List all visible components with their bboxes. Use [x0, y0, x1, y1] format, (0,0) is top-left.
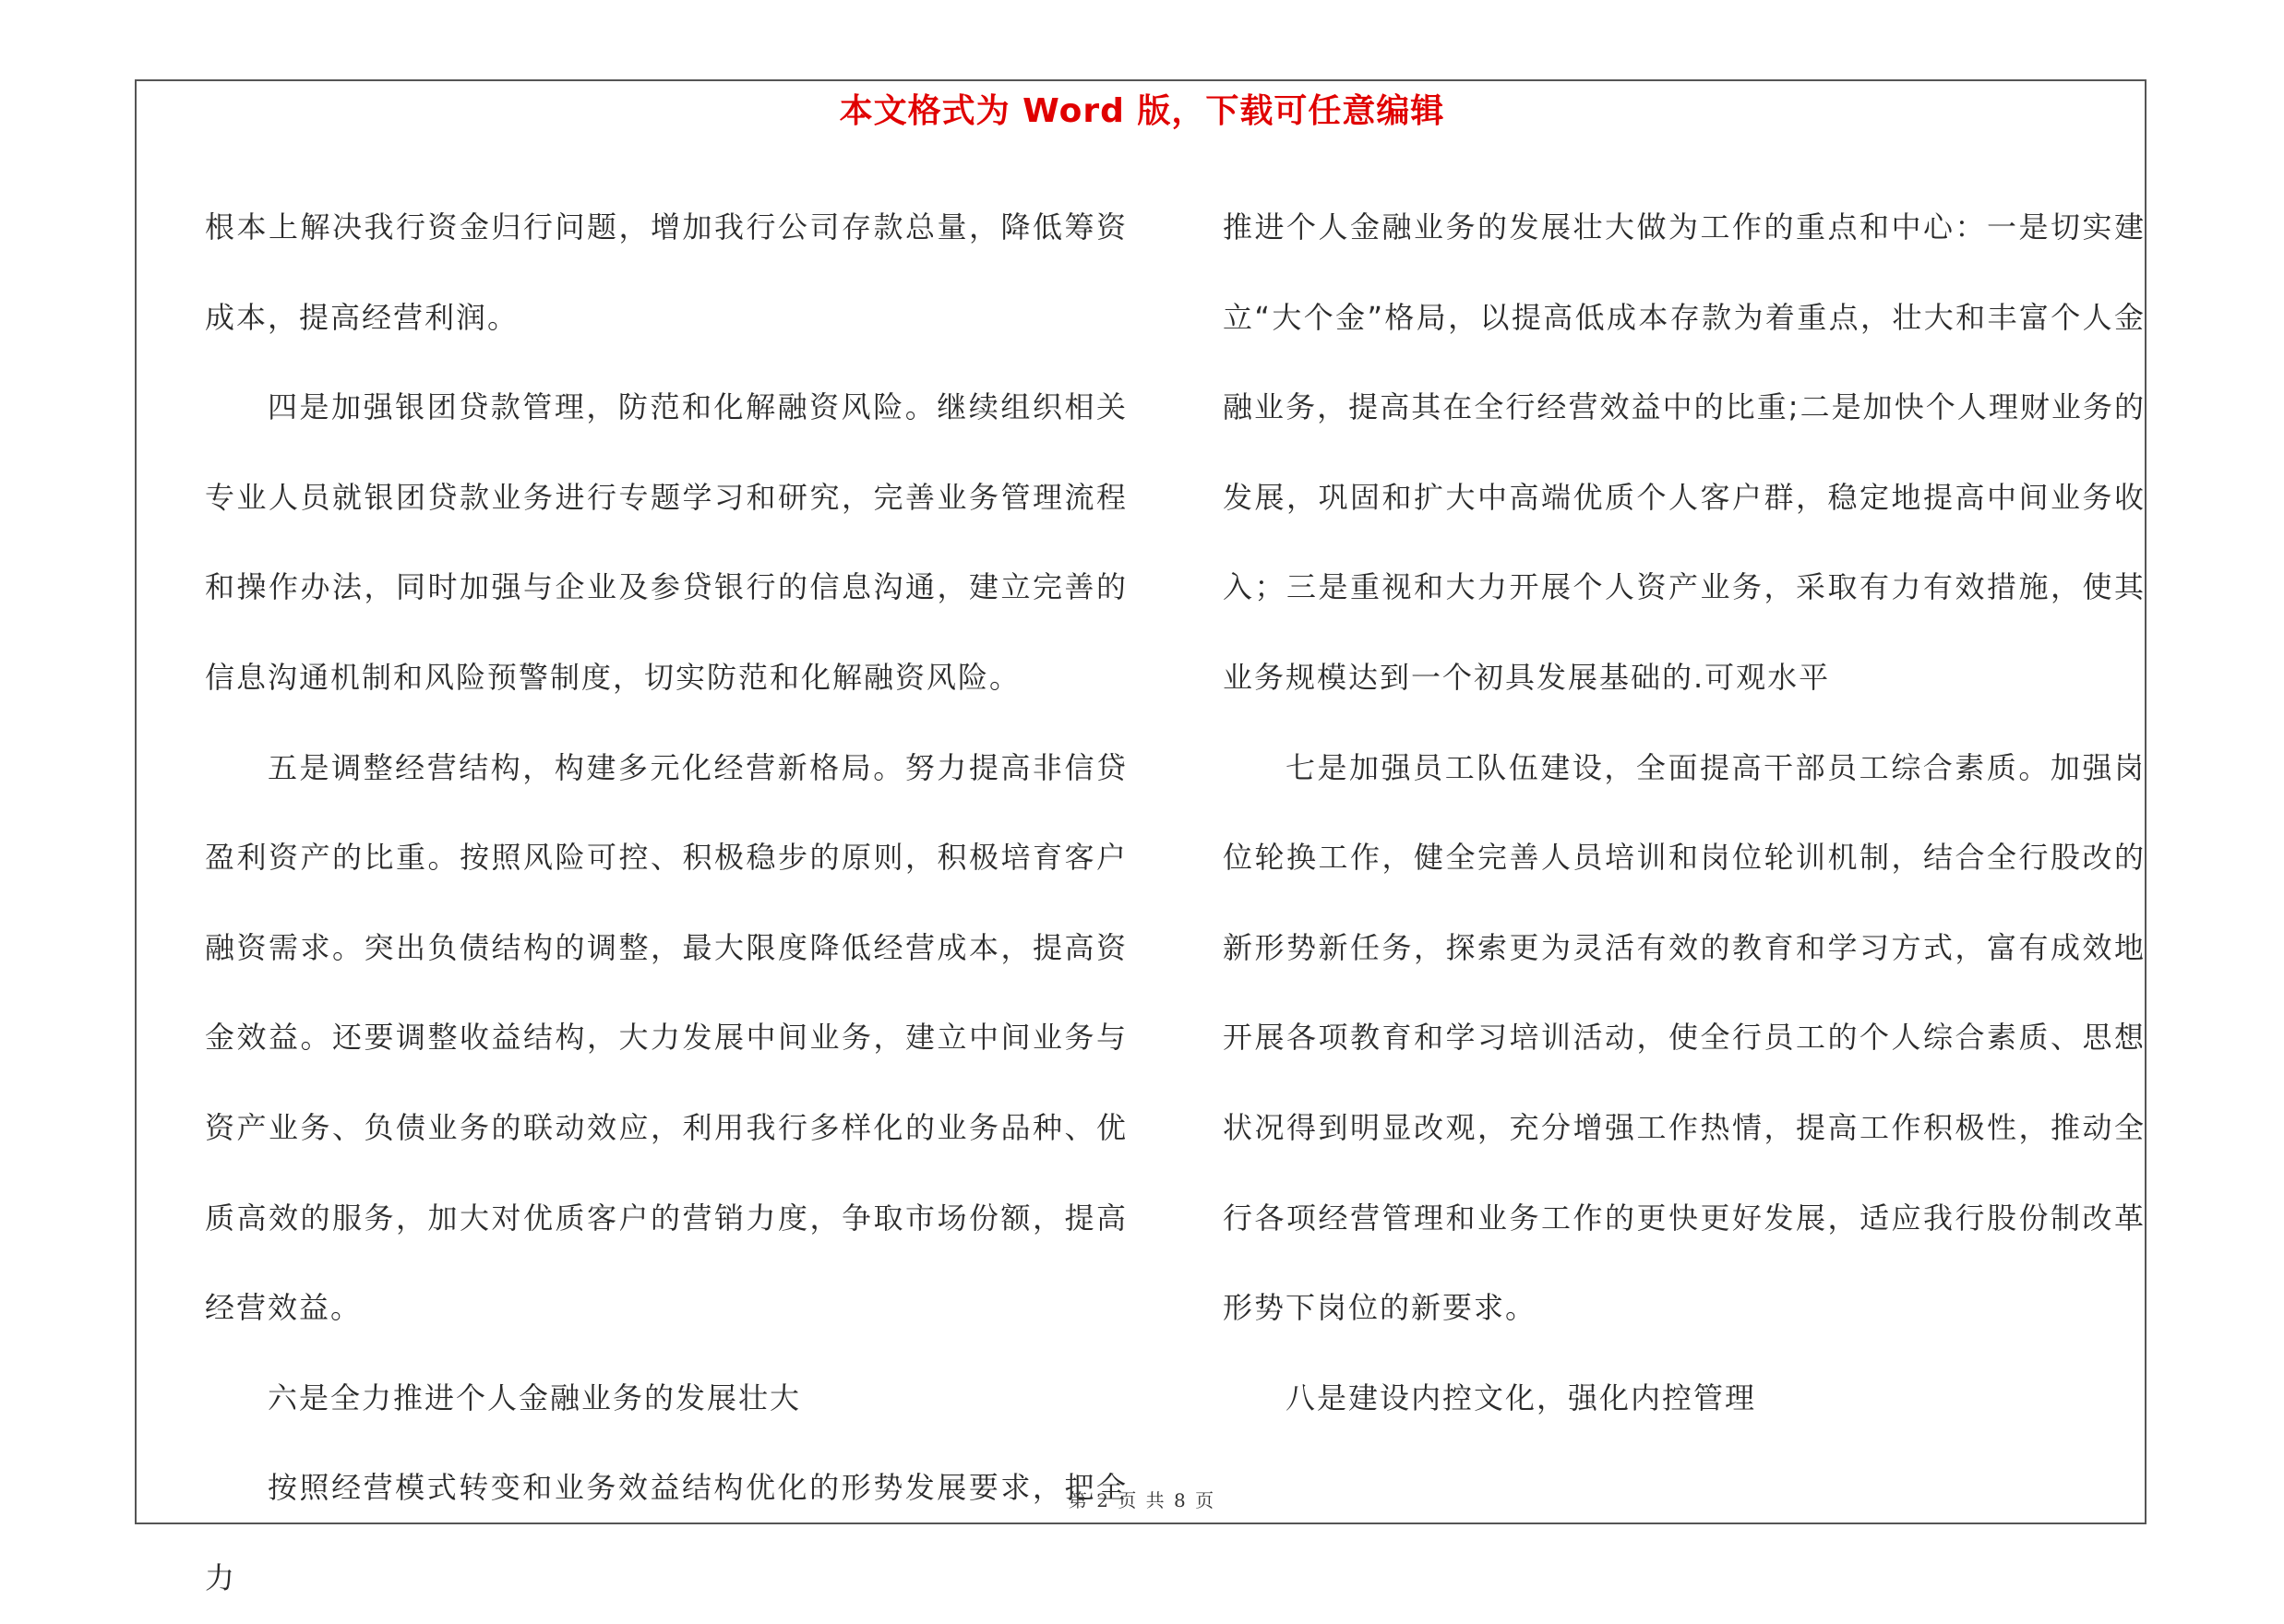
- left-column: [205, 183, 1128, 1624]
- paragraph: 四是加强银团贷款管理，防范和化解融资风险。继续组织相关专业人员就银团贷款业务进行专题学习和研究，完善业务管理流程和操作办法，同时加强与企业及参贷银行的信息沟通，建立完善的信息沟通机制和风险预警制度，切实防范和化解融资风险。: [205, 389, 1128, 695]
- section-heading: 六是全力推进个人金融业务的发展壮大: [268, 1379, 802, 1415]
- paragraph: 七是加强员工队伍建设，全面提高干部员工综合素质。加强岗位轮换工作，健全完善人员培训和岗位轮训机制，结合全行股改的新形势新任务，探索更为灵活有效的教育和学习方式，富有成效地开展各项教育和学习培训活动，使全行员工的个人综合素质、思想状况得到明显改观，充分增强工作热情，提高工作积极性，推动全行各项经营管理和业务工作的更快更好发展，适应我行股份制改革形势下岗位的新要求。: [1223, 749, 2146, 1326]
- format-banner: 本文格式为 Word 版，下载可任意编辑: [839, 92, 1445, 130]
- paragraph: 推进个人金融业务的发展壮大做为工作的重点和中心：一是切实建立“大个金”格局，以提高低成本存款为着重点，壮大和丰富个人金融业务，提高其在全行经营效益中的比重;二是加快个人理财业务的发展，巩固和扩大中高端优质个人客户群，稳定地提高中间业务收入；三是重视和大力开展个人资产业务，采取有力有效措施，使其业务规模达到一个初具发展基础的.可观水平: [1223, 209, 2146, 695]
- paragraph: 按照经营模式转变和业务效益结构优化的形势发展要求，把全力: [205, 1470, 1128, 1595]
- right-column: [1223, 183, 2146, 1443]
- page-number: 第 2 页 共 8 页: [1068, 1489, 1216, 1511]
- section-heading: 八是建设内控文化，强化内控管理: [1285, 1379, 1757, 1415]
- paragraph: 根本上解决我行资金归行问题，增加我行公司存款总量，降低筹资成本，提高经营利润。: [205, 209, 1128, 335]
- paragraph: 五是调整经营结构，构建多元化经营新格局。努力提高非信贷盈利资产的比重。按照风险可控、积极稳步的原则，积极培育客户融资需求。突出负债结构的调整，最大限度降低经营成本，提高资金效益。还要调整收益结构，大力发展中间业务，建立中间业务与资产业务、负债业务的联动效应，利用我行多样化的业务品种、优质高效的服务，加大对优质客户的营销力度，争取市场份额，提高经营效益。: [205, 749, 1128, 1326]
